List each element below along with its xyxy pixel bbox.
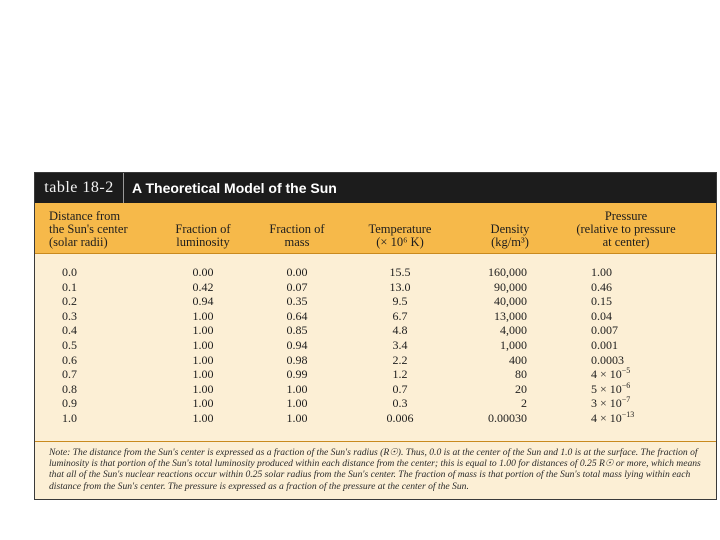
cell-pressure: [591, 411, 697, 425]
cell-distance: 0.8: [62, 381, 77, 396]
table-note: Note: The distance from the Sun's center is expressed as a fraction of the Sun's radius (R☉). Thus, 0.0 is at the center of the Sun and 1.0 is at the surface. The fraction of luminosity is that portion of the Sun's total luminosity produced within each distance from the center; this is equal to 1.00 for distances of 0.25 R☉ or more, which means that all of the Sun's nuclear reactions occur within 0.25 solar radius from the Sun's center. The fraction of mass is that portion of the Sun's total mass lying within each distance from the Sun's center. The pressure is expressed as a fraction of the pressure at the center of the Sun.: [35, 441, 716, 500]
cell-distance: 0.6: [62, 352, 77, 367]
cell-temperature: 2.2: [392, 352, 408, 367]
header-pressure: Pressure (relative to pressure at center): [576, 209, 676, 249]
cell-temperature: 13.0: [389, 279, 411, 294]
header-density: Density (kg/m³): [490, 222, 530, 249]
pressure-value: 0.46: [591, 279, 612, 294]
pressure-exponent: −7: [621, 395, 631, 405]
pressure-value: 5 × 10: [591, 381, 622, 396]
cell-luminosity: 1.00: [192, 396, 214, 411]
table-row: [35, 280, 716, 295]
pressure-value: 0.15: [591, 294, 612, 309]
header-luminosity: Fraction of luminosity: [175, 222, 231, 249]
table-row: [35, 338, 716, 353]
cell-mass: 0.07: [286, 279, 308, 294]
cell-distance: 0.2: [62, 294, 77, 309]
table-row: [35, 396, 716, 411]
cell-mass: 0.00: [286, 265, 308, 279]
cell-temperature: 1.2: [392, 367, 408, 382]
pressure-value: 0.0003: [591, 352, 624, 367]
cell-distance: 0.0: [62, 265, 77, 279]
cell-mass: 0.35: [286, 294, 308, 309]
cell-temperature: 6.7: [392, 308, 408, 323]
pressure-value: 0.04: [591, 308, 612, 323]
cell-temperature: 0.7: [392, 381, 408, 396]
cell-luminosity: 1.00: [192, 367, 214, 382]
cell-density: 1,000: [500, 337, 527, 352]
cell-mass: 1.00: [286, 410, 308, 425]
sun-model-table: [34, 172, 717, 500]
cell-luminosity: 1.00: [192, 308, 214, 323]
cell-density: 80: [515, 367, 527, 382]
cell-distance: 0.9: [62, 396, 77, 411]
cell-distance: 0.5: [62, 337, 77, 352]
pressure-value: 1.00: [591, 265, 612, 279]
table-row: [35, 367, 716, 382]
cell-temperature: 15.5: [389, 265, 411, 279]
cell-temperature: 0.006: [386, 410, 414, 425]
cell-luminosity: 0.42: [192, 279, 214, 294]
pressure-value: 0.007: [591, 323, 618, 338]
table-body: [35, 265, 716, 426]
cell-density: 400: [509, 352, 527, 367]
cell-mass: 1.00: [286, 381, 308, 396]
cell-pressure: [591, 309, 697, 323]
pressure-value: 0.001: [591, 337, 618, 352]
cell-pressure: [591, 265, 697, 279]
cell-pressure: [591, 338, 697, 352]
cell-mass: 0.64: [286, 308, 308, 323]
cell-density: 2: [521, 396, 527, 411]
cell-density: 0.00030: [488, 410, 527, 425]
cell-temperature: 4.8: [392, 323, 408, 338]
cell-pressure: [591, 396, 697, 410]
cell-pressure: [591, 367, 697, 381]
cell-pressure: [591, 294, 697, 308]
table-row: [35, 265, 716, 280]
cell-mass: 1.00: [286, 396, 308, 411]
table-title: A Theoretical Model of the Sun: [132, 180, 337, 196]
cell-temperature: 3.4: [392, 337, 408, 352]
cell-luminosity: 1.00: [192, 337, 214, 352]
cell-distance: 0.7: [62, 367, 77, 382]
cell-luminosity: 1.00: [192, 352, 214, 367]
table-row: [35, 323, 716, 338]
cell-pressure: [591, 382, 697, 396]
table-row: [35, 294, 716, 309]
cell-pressure: [591, 280, 697, 294]
table-row: [35, 353, 716, 368]
cell-luminosity: 1.00: [192, 323, 214, 338]
cell-distance: 0.1: [62, 279, 77, 294]
cell-density: 20: [515, 381, 527, 396]
cell-mass: 0.85: [286, 323, 308, 338]
cell-luminosity: 0.94: [192, 294, 214, 309]
cell-temperature: 0.3: [392, 396, 408, 411]
cell-mass: 0.99: [286, 367, 308, 382]
pressure-value: 3 × 10: [591, 396, 622, 411]
cell-density: 160,000: [488, 265, 527, 279]
cell-mass: 0.94: [286, 337, 308, 352]
cell-distance: 0.4: [62, 323, 77, 338]
pressure-value: 4 × 10: [591, 410, 622, 425]
cell-pressure: [591, 323, 697, 337]
table-row: [35, 411, 716, 426]
pressure-exponent: −5: [621, 366, 631, 376]
table-title-bar: [35, 173, 716, 203]
cell-luminosity: 1.00: [192, 381, 214, 396]
cell-distance: 1.0: [62, 410, 77, 425]
cell-luminosity: 0.00: [192, 265, 214, 279]
header-temperature: Temperature (× 10⁶ K): [368, 222, 432, 249]
table-header-row: [35, 203, 716, 254]
header-distance: Distance from the Sun's center (solar radii): [49, 209, 128, 249]
cell-temperature: 9.5: [392, 294, 408, 309]
cell-mass: 0.98: [286, 352, 308, 367]
cell-luminosity: 1.00: [192, 410, 214, 425]
pressure-exponent: −6: [621, 380, 631, 390]
pressure-value: 4 × 10: [591, 367, 622, 382]
cell-density: 40,000: [494, 294, 527, 309]
table-row: [35, 382, 716, 397]
table-row: [35, 309, 716, 324]
cell-pressure: [591, 353, 697, 367]
cell-density: 13,000: [494, 308, 527, 323]
header-mass: Fraction of mass: [269, 222, 325, 249]
table-number-label: table 18-2: [35, 173, 124, 203]
cell-distance: 0.3: [62, 308, 77, 323]
cell-density: 90,000: [494, 279, 527, 294]
cell-density: 4,000: [500, 323, 527, 338]
pressure-exponent: −13: [621, 409, 635, 419]
